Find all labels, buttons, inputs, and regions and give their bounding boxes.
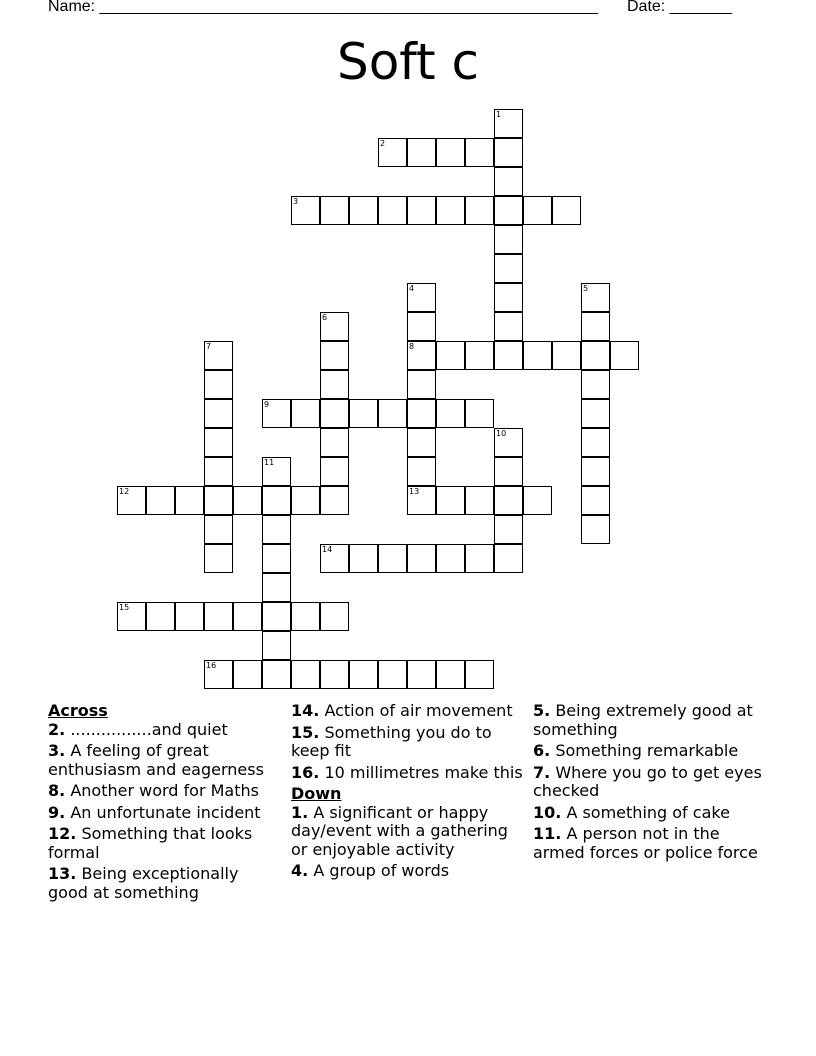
down-clue: 7. Where you go to get eyes checked <box>533 762 762 800</box>
crossword-cell[interactable] <box>349 544 378 573</box>
across-heading: Across <box>48 701 108 720</box>
crossword-cell[interactable] <box>552 341 581 370</box>
crossword-cell[interactable] <box>233 660 262 689</box>
crossword-cell[interactable] <box>581 370 610 399</box>
across-clue: 8. Another word for Maths <box>48 781 259 800</box>
crossword-cell[interactable] <box>552 196 581 225</box>
crossword-cell[interactable] <box>494 167 523 196</box>
down-clue: 4. A group of words <box>291 861 450 880</box>
crossword-cell[interactable] <box>494 341 523 370</box>
crossword-cell[interactable] <box>523 196 552 225</box>
crossword-cell[interactable] <box>407 370 436 399</box>
crossword-cell[interactable] <box>204 660 233 689</box>
crossword-cell[interactable] <box>436 486 465 515</box>
crossword-cell[interactable] <box>320 428 349 457</box>
crossword-cell[interactable] <box>581 515 610 544</box>
crossword-cell[interactable] <box>436 660 465 689</box>
crossword-cell[interactable] <box>581 457 610 486</box>
cell-number: 5 <box>583 284 589 293</box>
cell-number: 6 <box>322 313 328 322</box>
crossword-cell[interactable] <box>204 399 233 428</box>
crossword-cell[interactable] <box>204 486 233 515</box>
cell-number: 11 <box>264 458 275 467</box>
crossword-cell[interactable] <box>610 341 639 370</box>
cell-number: 4 <box>409 284 415 293</box>
crossword-cell[interactable] <box>465 660 494 689</box>
crossword-cell[interactable] <box>320 312 349 341</box>
crossword-cell[interactable] <box>291 486 320 515</box>
crossword-cell[interactable] <box>407 544 436 573</box>
name-field[interactable]: Name: ________________________________________________________ <box>48 0 598 15</box>
across-clue: 15. Something you do to keep fit <box>291 722 492 760</box>
crossword-cell[interactable] <box>320 660 349 689</box>
crossword-cell[interactable] <box>436 399 465 428</box>
clue-column-1 <box>48 702 278 905</box>
across-clue: 2. ................and quiet <box>48 719 228 739</box>
crossword-cell[interactable] <box>523 341 552 370</box>
crossword-cell[interactable] <box>494 283 523 312</box>
crossword-cell[interactable] <box>494 486 523 515</box>
crossword-cell[interactable] <box>407 428 436 457</box>
crossword-cell[interactable] <box>436 544 465 573</box>
crossword-cell[interactable] <box>291 196 320 225</box>
down-heading: Down <box>291 784 342 803</box>
crossword-cell[interactable] <box>581 283 610 312</box>
crossword-cell[interactable] <box>146 602 175 631</box>
page-title: Soft c <box>336 33 480 91</box>
cell-number: 2 <box>380 139 386 148</box>
crossword-cell[interactable] <box>581 486 610 515</box>
crossword-cell[interactable] <box>465 138 494 167</box>
crossword-cell[interactable] <box>320 399 349 428</box>
across-clue: 9. An unfortunate incident <box>48 802 261 822</box>
crossword-cell[interactable] <box>436 138 465 167</box>
crossword-cell[interactable] <box>581 428 610 457</box>
crossword-cell[interactable] <box>262 631 291 660</box>
cell-number: 7 <box>206 342 212 351</box>
cell-number: 10 <box>496 429 507 438</box>
crossword-cell[interactable] <box>581 399 610 428</box>
cell-number: 8 <box>409 342 415 351</box>
cell-number: 13 <box>409 487 420 496</box>
down-clue: 5. Being extremely good at something <box>533 701 753 739</box>
crossword-cell[interactable] <box>465 544 494 573</box>
crossword-cell[interactable] <box>320 602 349 631</box>
cell-number: 3 <box>293 197 299 206</box>
across-clue: 3. A feeling of great enthusiasm and eagerness <box>48 741 264 779</box>
clue-column-3 <box>533 702 763 865</box>
crossword-cell[interactable] <box>436 341 465 370</box>
crossword-cell[interactable] <box>349 399 378 428</box>
cell-number: 9 <box>264 400 270 409</box>
crossword-cell[interactable] <box>117 602 146 631</box>
crossword-cell[interactable] <box>117 486 146 515</box>
across-clue: 16. 10 millimetres make this <box>291 762 523 782</box>
down-clue: 6. Something remarkable <box>533 741 739 760</box>
crossword-cell[interactable] <box>320 544 349 573</box>
crossword-cell[interactable] <box>465 341 494 370</box>
down-clue: 1. A significant or happy day/event with a gathering or enjoyable activity <box>291 802 508 859</box>
crossword-cell[interactable] <box>465 196 494 225</box>
crossword-cell[interactable] <box>465 486 494 515</box>
crossword-cell[interactable] <box>262 399 291 428</box>
crossword-cell[interactable] <box>378 660 407 689</box>
crossword-cell[interactable] <box>262 486 291 515</box>
crossword-cell[interactable] <box>349 196 378 225</box>
date-field[interactable]: Date: _______ <box>627 0 732 15</box>
crossword-cell[interactable] <box>378 138 407 167</box>
crossword-cell[interactable] <box>320 341 349 370</box>
crossword-cell[interactable] <box>523 486 552 515</box>
crossword-cell[interactable] <box>407 138 436 167</box>
crossword-cell[interactable] <box>262 515 291 544</box>
down-clue: 10. A something of cake <box>533 802 730 822</box>
crossword-cell[interactable] <box>436 196 465 225</box>
crossword-cell[interactable] <box>378 196 407 225</box>
crossword-cell[interactable] <box>204 341 233 370</box>
crossword-cell[interactable] <box>407 196 436 225</box>
crossword-cell[interactable] <box>204 515 233 544</box>
crossword-cell[interactable] <box>262 573 291 602</box>
crossword-cell[interactable] <box>581 312 610 341</box>
crossword-cell[interactable] <box>175 486 204 515</box>
cell-number: 16 <box>206 661 217 670</box>
crossword-cell[interactable] <box>407 312 436 341</box>
crossword-cell[interactable] <box>262 457 291 486</box>
crossword-cell[interactable] <box>146 486 175 515</box>
crossword-cell[interactable] <box>378 399 407 428</box>
crossword-cell[interactable] <box>262 602 291 631</box>
crossword-cell[interactable] <box>320 196 349 225</box>
crossword-cell[interactable] <box>291 399 320 428</box>
crossword-cell[interactable] <box>407 660 436 689</box>
crossword-cell[interactable] <box>494 428 523 457</box>
crossword-cell[interactable] <box>494 138 523 167</box>
down-clue: 11. A person not in the armed forces or police force <box>533 824 758 862</box>
crossword-cell[interactable] <box>407 399 436 428</box>
crossword-cell[interactable] <box>320 370 349 399</box>
crossword-cell[interactable] <box>320 457 349 486</box>
cell-number: 1 <box>496 110 502 119</box>
cell-number: 15 <box>119 603 130 612</box>
crossword-cell[interactable] <box>233 486 262 515</box>
crossword-cell[interactable] <box>204 370 233 399</box>
clue-column-2 <box>291 702 526 884</box>
crossword-cell[interactable] <box>494 196 523 225</box>
crossword-cell[interactable] <box>494 109 523 138</box>
crossword-cell[interactable] <box>262 544 291 573</box>
crossword-cell[interactable] <box>407 341 436 370</box>
crossword-cell[interactable] <box>175 602 204 631</box>
cell-number: 14 <box>322 545 333 554</box>
crossword-cell[interactable] <box>204 428 233 457</box>
crossword-cell[interactable] <box>494 312 523 341</box>
crossword-cell[interactable] <box>407 283 436 312</box>
crossword-cell[interactable] <box>262 660 291 689</box>
crossword-cell[interactable] <box>465 399 494 428</box>
across-clue: 13. Being exceptionally good at something <box>48 864 239 902</box>
crossword-cell[interactable] <box>378 544 407 573</box>
crossword-cell[interactable] <box>407 486 436 515</box>
crossword-cell[interactable] <box>581 341 610 370</box>
crossword-cell[interactable] <box>291 660 320 689</box>
crossword-cell[interactable] <box>494 544 523 573</box>
cell-number: 12 <box>119 487 130 496</box>
crossword-cell[interactable] <box>349 660 378 689</box>
crossword-cell[interactable] <box>233 602 262 631</box>
across-clue: 14. Action of air movement <box>291 701 513 720</box>
crossword-cell[interactable] <box>204 602 233 631</box>
crossword-cell[interactable] <box>494 225 523 254</box>
crossword-cell[interactable] <box>291 602 320 631</box>
across-clue: 12. Something that looks formal <box>48 824 253 862</box>
crossword-cell[interactable] <box>320 486 349 515</box>
crossword-cell[interactable] <box>204 544 233 573</box>
crossword-cell[interactable] <box>407 457 436 486</box>
crossword-cell[interactable] <box>494 515 523 544</box>
crossword-cell[interactable] <box>494 457 523 486</box>
crossword-cell[interactable] <box>204 457 233 486</box>
crossword-cell[interactable] <box>494 254 523 283</box>
